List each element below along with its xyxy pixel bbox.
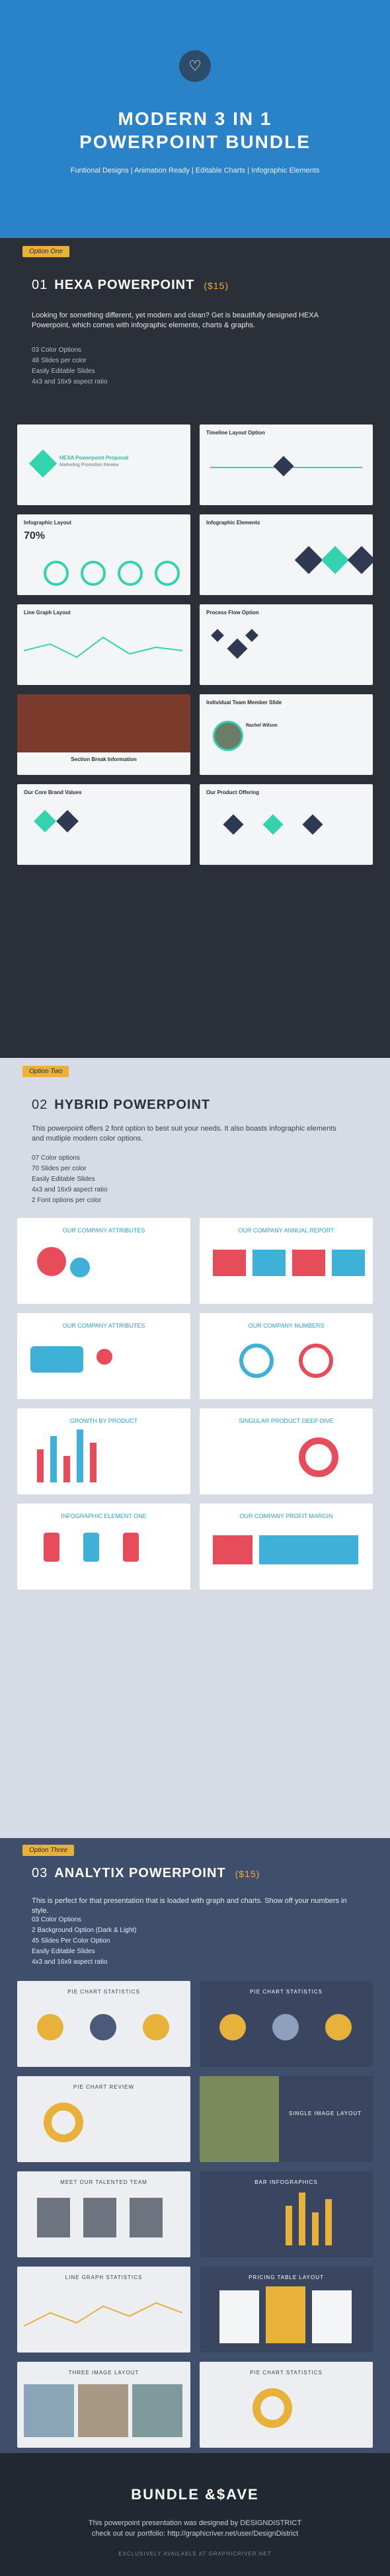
section-title-text: ANALYTIX POWERPOINT: [54, 1866, 226, 1880]
slide-thumbnail[interactable]: [17, 694, 190, 775]
feature-list: [32, 1153, 108, 1206]
slide-grid: [17, 1981, 373, 2448]
section-title-text: HYBRID POWERPOINT: [54, 1098, 211, 1112]
slide-title: PIE CHART STATISTICS: [67, 1989, 140, 1995]
slide-thumbnail[interactable]: [200, 604, 373, 685]
team-photo: [37, 2198, 70, 2237]
bar: [325, 2199, 332, 2245]
hex-shape: [321, 546, 349, 574]
phone-shape: [44, 1533, 59, 1562]
slide-thumbnail[interactable]: [17, 514, 190, 595]
slide-thumbnail[interactable]: [17, 2267, 190, 2353]
pie-chart: [325, 2014, 352, 2040]
slide-thumbnail[interactable]: [200, 1504, 373, 1590]
slide-grid: [17, 424, 373, 865]
stat-block: [332, 1250, 365, 1276]
slide-thumbnail[interactable]: [200, 514, 373, 595]
bundle-title: BUNDLE &$AVE: [131, 2486, 259, 2503]
stat-block: [292, 1250, 325, 1276]
slide-thumbnail[interactable]: [17, 1504, 190, 1590]
feature-item: 2 Background Option (Dark & Light): [32, 1927, 137, 1934]
feature-item: 4x3 and 16x9 aspect ratio: [32, 1186, 108, 1193]
donut-chart: [155, 561, 180, 586]
feature-item: 07 Color options: [32, 1154, 80, 1162]
photo: [24, 2384, 74, 2437]
photo: [200, 2076, 279, 2162]
stat-block: [213, 1535, 253, 1564]
slide-title: OUR COMPANY NUMBERS: [248, 1322, 325, 1329]
slide-subtitle: Marketing Promotion Review: [59, 463, 119, 467]
slide-title: PIE CHART REVIEW: [73, 2084, 135, 2090]
hex-shape: [56, 810, 79, 832]
feature-item: 03 Color Options: [32, 346, 82, 354]
pricing-card: [312, 2290, 352, 2343]
section-number: 01: [32, 278, 48, 292]
bar: [90, 1443, 97, 1482]
slide-title: SINGULAR PRODUCT DEEP DIVE: [239, 1418, 334, 1424]
heart-icon: ♡: [188, 58, 202, 74]
pie-chart: [143, 2014, 169, 2040]
portfolio-link[interactable]: check out our portfolio: http://graphicriver.net/user/DesignDistrict: [91, 2530, 299, 2538]
bar: [37, 1449, 44, 1482]
slide-thumbnail[interactable]: [200, 1313, 373, 1399]
donut-chart: [299, 1437, 338, 1477]
donut-chart: [253, 2388, 292, 2428]
feature-item: 70 Slides per color: [32, 1165, 87, 1172]
slide-title: HEXA Powerpoint Proposal: [59, 455, 129, 461]
section-description: Looking for something different, yet modern and clean? Get is beautifully designed HEXA Powerpoint, which comes with infographic elements, charts & graphs.: [32, 311, 319, 329]
hex-shape: [262, 814, 283, 834]
feature-item: Easily Editable Slides: [32, 368, 95, 375]
hex-shape: [34, 810, 56, 832]
slide-thumbnail[interactable]: [17, 2362, 190, 2448]
slide-thumbnail[interactable]: [200, 2171, 373, 2257]
member-name: Rachel Wilson: [246, 723, 278, 728]
stat-block: [253, 1250, 286, 1276]
logo: [179, 50, 211, 82]
line-graph: [24, 624, 182, 677]
slide-thumbnail[interactable]: [200, 424, 373, 505]
slide-title: Our Product Offering: [206, 789, 259, 795]
pricing-card: [266, 2286, 305, 2343]
slide-title: Line Graph Layout: [24, 610, 71, 616]
feature-item: 4x3 and 16x9 aspect ratio: [32, 378, 108, 385]
section-title: [32, 278, 229, 293]
hex-shape: [295, 546, 323, 574]
feature-item: 03 Color Options: [32, 1916, 82, 1923]
stat-block: [259, 1535, 358, 1564]
hex-shape: [302, 814, 323, 834]
hex-shape: [227, 638, 247, 659]
slide-title: Our Core Brand Values: [24, 789, 82, 795]
slide-thumbnail[interactable]: [200, 2362, 373, 2448]
donut-chart: [118, 561, 143, 586]
slide-thumbnail[interactable]: [200, 784, 373, 865]
hex-shape: [29, 450, 57, 477]
slide-title: SINGLE IMAGE LAYOUT: [289, 2111, 362, 2116]
option-badge: Option Three: [22, 1845, 74, 1856]
donut-chart: [44, 2103, 83, 2142]
feature-item: 2 Font options per color: [32, 1197, 102, 1204]
slide-title: Infographic Layout: [24, 520, 71, 526]
donut-chart: [239, 1344, 274, 1378]
section-description: This is perfect for that presentation that is loaded with graph and charts. Show off your numbers in style.: [32, 1897, 347, 1915]
exclusive-note: EXCLUSIVELY AVAILABLE AT GRAPHICRIVER.NET: [118, 2551, 272, 2557]
donut-chart: [81, 561, 106, 586]
section-title: [32, 1098, 210, 1113]
slide-thumbnail[interactable]: [17, 424, 190, 505]
section-title: [32, 1866, 260, 1881]
photo: [78, 2384, 128, 2437]
bar: [63, 1456, 70, 1482]
bar: [299, 2193, 305, 2245]
feature-list: [32, 1915, 136, 1968]
option-badge: Option Two: [22, 1066, 69, 1077]
credit-line: This powerpoint presentation was designed by DESIGNDISTRICT: [88, 2519, 302, 2527]
donut-chart: [44, 561, 69, 586]
bar: [286, 2206, 292, 2245]
feature-item: 45 Slides Per Color Option: [32, 1937, 110, 1945]
hex-shape: [273, 456, 293, 476]
section-description: This powerpoint offers 2 font option to best suit your needs. It also boasts infographic elements and mutliple modern color options.: [32, 1125, 336, 1143]
hex-shape: [348, 546, 373, 574]
slide-thumbnail[interactable]: [17, 1981, 190, 2067]
avatar: [213, 721, 243, 751]
section-number: 03: [32, 1866, 48, 1880]
hero-banner: [0, 0, 390, 238]
donut-chart: [299, 1344, 333, 1378]
feature-item: Easily Editable Slides: [32, 1176, 95, 1183]
slide-title: Infographic Elements: [206, 520, 260, 526]
pie-chart: [90, 2014, 116, 2040]
photo: [132, 2384, 182, 2437]
slide-thumbnail[interactable]: [200, 1981, 373, 2067]
pie-chart: [272, 2014, 299, 2040]
slide-thumbnail[interactable]: [200, 2267, 373, 2353]
slide-title: PRICING TABLE LAYOUT: [249, 2274, 324, 2280]
slide-thumbnail[interactable]: [17, 1408, 190, 1494]
team-photo: [83, 2198, 116, 2237]
option-badge: Option One: [22, 246, 69, 257]
slide-title: GROWTH BY PRODUCT: [69, 1418, 138, 1424]
slide-title: INFOGRAPHIC ELEMENT ONE: [61, 1513, 147, 1519]
slide-title: OUR COMPANY PROFIT MARGIN: [239, 1513, 333, 1519]
feature-list: [32, 345, 108, 387]
slide-title: BAR INFOGRAPHICS: [254, 2179, 318, 2185]
slide-thumbnail[interactable]: [17, 784, 190, 865]
feature-item: 4x3 and 16x9 aspect ratio: [32, 1958, 108, 1966]
line-graph: [24, 2293, 182, 2339]
stat-block: [213, 1250, 246, 1276]
slide-title: MEET OUR TALENTED TEAM: [60, 2179, 147, 2185]
phone-shape: [83, 1533, 99, 1562]
slide-thumbnail[interactable]: [17, 1218, 190, 1304]
section-number: 02: [32, 1098, 48, 1112]
bar: [50, 1436, 57, 1482]
slide-title: PIE CHART STATISTICS: [250, 2370, 323, 2376]
slide-title: LINE GRAPH STATISTICS: [65, 2274, 143, 2280]
hero-tagline: Funtional Designs | Animation Ready | Editable Charts | Infographic Elements: [70, 167, 320, 175]
pie-chart: [219, 2014, 246, 2040]
phone-shape: [123, 1533, 139, 1562]
slide-title: OUR COMPANY ATTRIBUTES: [62, 1227, 145, 1234]
slide-thumbnail[interactable]: [200, 694, 373, 775]
hex-shape: [211, 629, 224, 642]
feature-item: Easily Editable Slides: [32, 1948, 95, 1955]
bar: [77, 1429, 83, 1482]
slide-title: Individual Team Member Slide: [206, 700, 282, 705]
map-shape: [30, 1346, 83, 1373]
slide-thumbnail[interactable]: [17, 604, 190, 685]
stat-value: 70%: [24, 530, 46, 542]
hex-shape: [223, 814, 243, 834]
slide-grid: [17, 1218, 373, 1590]
hero-title-line1: MODERN 3 IN 1: [118, 108, 272, 129]
pie-chart: [37, 2014, 63, 2040]
slide-title: Process Flow Option: [206, 610, 259, 616]
slide-title: Section Break Information: [71, 756, 137, 762]
bubble: [37, 1247, 66, 1276]
footer: [0, 2453, 390, 2576]
section-title-text: HEXA POWERPOINT: [54, 278, 195, 292]
slide-thumbnail[interactable]: [17, 1313, 190, 1399]
slide-thumbnail[interactable]: [200, 1218, 373, 1304]
slide-thumbnail[interactable]: [17, 2171, 190, 2257]
slide-title: Timeline Layout Option: [206, 430, 265, 436]
bubble: [97, 1349, 112, 1365]
slide-thumbnail[interactable]: [17, 2076, 190, 2162]
bar: [312, 2212, 319, 2245]
slide-title: PIE CHART STATISTICS: [250, 1989, 323, 1995]
feature-item: 48 Slides per color: [32, 357, 87, 364]
slide-thumbnail[interactable]: [200, 1408, 373, 1494]
slide-title: OUR COMPANY ANNUAL REPORT: [238, 1227, 334, 1234]
hero-title-line2: POWERPOINT BUNDLE: [79, 132, 311, 152]
price-tag: ($15): [204, 280, 229, 291]
price-tag: ($15): [235, 1869, 260, 1879]
pricing-card: [219, 2290, 259, 2343]
slide-thumbnail[interactable]: [200, 2076, 373, 2162]
slide-title: THREE IMAGE LAYOUT: [68, 2370, 139, 2376]
team-photo: [130, 2198, 163, 2237]
slide-title: OUR COMPANY ATTRIBUTES: [62, 1322, 145, 1329]
hex-shape: [245, 629, 258, 642]
bubble: [70, 1258, 90, 1277]
